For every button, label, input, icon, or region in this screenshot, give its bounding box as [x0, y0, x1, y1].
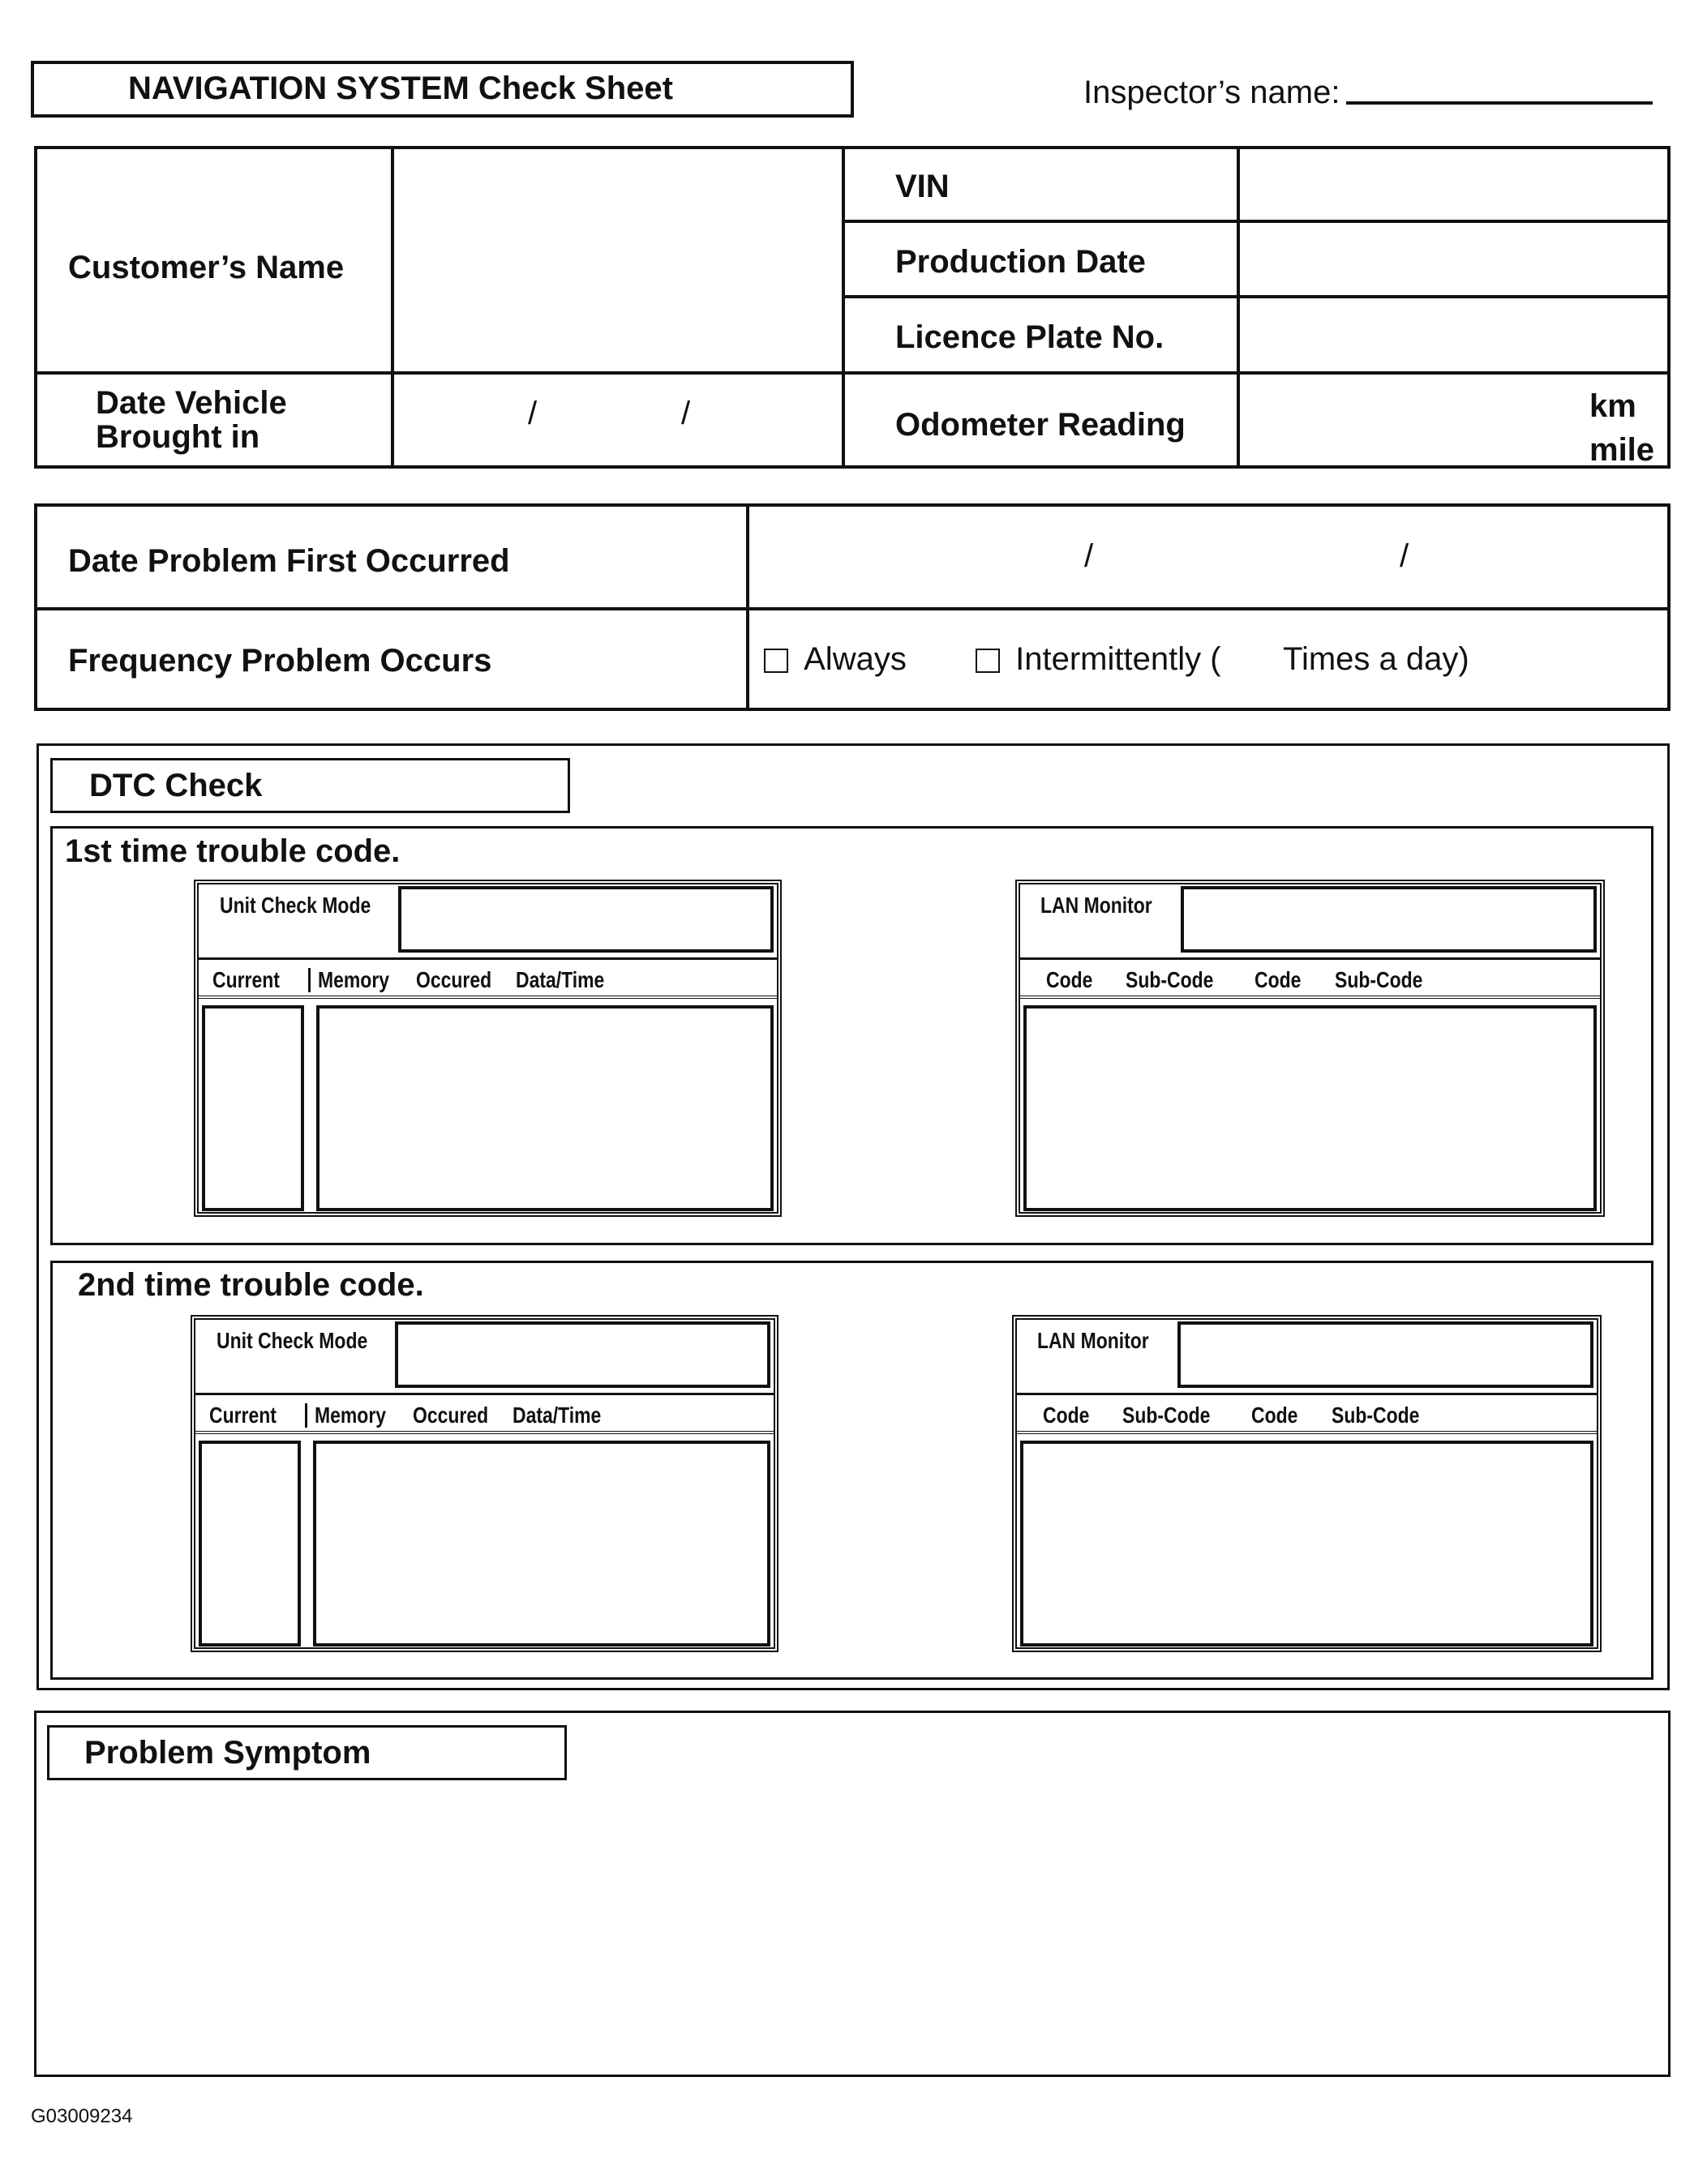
- unit-header-divider: [195, 1393, 774, 1395]
- production-date-label: Production Date: [895, 244, 1146, 280]
- always-label: Always: [804, 641, 907, 677]
- odometer-label: Odometer Reading: [895, 407, 1186, 443]
- intermittently-option[interactable]: [976, 641, 1221, 678]
- unit-header-divider: [199, 957, 777, 960]
- lan-header-divider: [1017, 1393, 1597, 1395]
- times-a-day-label: Times a day): [1283, 641, 1469, 677]
- unit-col-separator: [305, 1403, 307, 1428]
- column-header: Occured: [413, 1402, 489, 1428]
- customer-name-label: Customer’s Name: [68, 250, 345, 285]
- lan-entry-field[interactable]: [1023, 1005, 1597, 1211]
- dtc-check-title: DTC Check: [89, 768, 263, 803]
- column-header: Data/Time: [513, 1402, 602, 1428]
- lan-columns-divider: [1017, 1431, 1597, 1434]
- column-header: Sub-Code: [1332, 1402, 1420, 1428]
- unit-check-mode-field[interactable]: [398, 886, 774, 953]
- problem-symptom-title: Problem Symptom: [84, 1735, 371, 1771]
- column-header: Sub-Code: [1122, 1402, 1211, 1428]
- unit-check-mode-label: Unit Check Mode: [220, 893, 371, 918]
- column-header: Sub-Code: [1335, 967, 1423, 992]
- intermittently-checkbox[interactable]: [976, 649, 1000, 673]
- column-header: Code: [1046, 967, 1093, 992]
- column-header: Current: [209, 1402, 277, 1428]
- column-header: Memory: [318, 967, 390, 992]
- date-separator: /: [1400, 538, 1409, 574]
- lan-entry-field[interactable]: [1020, 1441, 1593, 1647]
- unit-col-separator: [308, 968, 311, 992]
- date-separator: /: [681, 396, 691, 431]
- date-separator: /: [528, 396, 538, 431]
- figure-code: G03009234: [31, 2105, 133, 2127]
- date-separator: /: [1084, 538, 1094, 574]
- column-header: Memory: [315, 1402, 387, 1428]
- current-entry-field[interactable]: [202, 1005, 304, 1211]
- section-title: 2nd time trouble code.: [78, 1267, 424, 1303]
- lan-header-divider: [1020, 957, 1600, 960]
- frequency-label: Frequency Problem Occurs: [68, 643, 492, 679]
- column-header: Sub-Code: [1126, 967, 1214, 992]
- column-header: Code: [1043, 1402, 1090, 1428]
- unit-columns-divider: [195, 1431, 774, 1434]
- column-header: Code: [1255, 967, 1302, 992]
- unit-columns-divider: [199, 996, 777, 999]
- lan-monitor-label: LAN Monitor: [1040, 893, 1152, 918]
- lan-monitor-label: LAN Monitor: [1037, 1328, 1149, 1353]
- memory-entry-field[interactable]: [313, 1441, 770, 1647]
- memory-entry-field[interactable]: [316, 1005, 774, 1211]
- current-entry-field[interactable]: [199, 1441, 301, 1647]
- column-header: Code: [1251, 1402, 1298, 1428]
- unit-mile: mile: [1589, 432, 1655, 468]
- lan-monitor-field[interactable]: [1177, 1321, 1593, 1388]
- always-option[interactable]: [764, 641, 907, 678]
- unit-check-mode-label: Unit Check Mode: [217, 1328, 368, 1353]
- first-occurred-field[interactable]: [751, 507, 1667, 606]
- unit-km: km: [1589, 388, 1636, 424]
- column-header: Occured: [416, 967, 492, 992]
- intermittently-label: Intermittently (: [1015, 641, 1221, 677]
- always-checkbox[interactable]: [764, 649, 788, 673]
- section-title: 1st time trouble code.: [65, 833, 401, 869]
- first-occurred-label: Date Problem First Occurred: [68, 543, 510, 579]
- lan-monitor-field[interactable]: [1181, 886, 1597, 953]
- column-header: Current: [212, 967, 280, 992]
- date-brought-in-label-line2: Brought in: [96, 419, 260, 455]
- inspector-label: Inspector’s name:: [1083, 75, 1340, 110]
- page-title: NAVIGATION SYSTEM Check Sheet: [128, 71, 673, 106]
- column-header: Data/Time: [516, 967, 605, 992]
- problem-symptom-field[interactable]: [49, 1792, 1658, 2067]
- unit-check-mode-field[interactable]: [395, 1321, 770, 1388]
- date-brought-in-label-line1: Date Vehicle: [96, 385, 287, 421]
- vin-label: VIN: [895, 169, 950, 204]
- licence-plate-label: Licence Plate No.: [895, 319, 1164, 355]
- lan-columns-divider: [1020, 996, 1600, 999]
